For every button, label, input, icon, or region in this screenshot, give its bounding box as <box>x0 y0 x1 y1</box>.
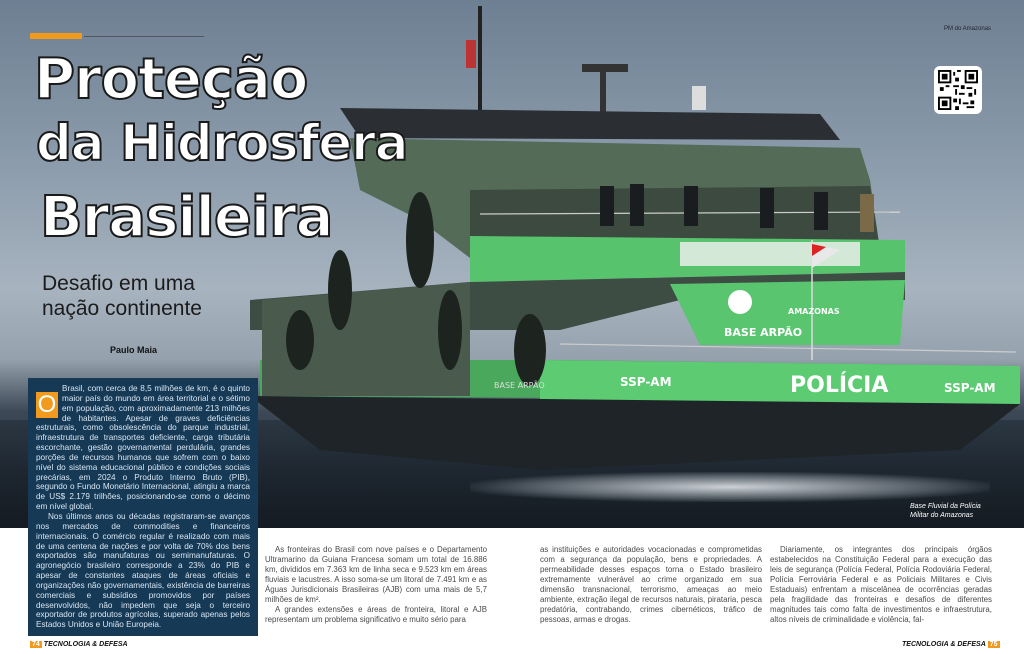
section-rule <box>84 36 204 37</box>
body-column-2 <box>540 545 762 625</box>
boat-label-amazonas: AMAZONAS <box>788 307 840 316</box>
boat-label-policia: POLÍCIA <box>790 373 889 398</box>
column-3-paragraph-1: Diariamente, os integrantes dos principais órgãos estabelecidos na Constituição Federal para a execução das leis de segurança (Polícia Federal, Polícia Rodoviária Federal, Polícia Ferroviária Federal e as Policiais Militares e Civis Estaduais) enfrentam a miscelânea de ocorrências geradas pela fragilidade das fronteiras e desafios de diferentes magnitudes tais como falta de investimentos e infraestrutura, altos níveis de criminalidade e violência, fal- <box>770 545 992 625</box>
intro-paragraph-1 <box>36 384 250 512</box>
headline-line-1: Proteção <box>34 47 308 112</box>
body-column-3 <box>770 545 992 625</box>
boat-label-ssp-left: SSP-AM <box>620 375 672 389</box>
page-number-right: 75 <box>989 641 998 648</box>
headline-line-2: da Hidrosfera <box>36 114 408 172</box>
subtitle <box>42 272 202 322</box>
intro-box <box>28 378 258 636</box>
magazine-name-left: TECNOLOGIA & DEFESA <box>43 641 128 648</box>
subtitle-line-1: Desafio em uma <box>42 272 195 295</box>
column-1-paragraph-1: As fronteiras do Brasil com nove países e o Departamento Ultramarino da Guiana Francesa somam um total de 16.886 km, divididos em 7.363 km de linha seca e 9.523 km em áreas fluviais e lacustres. A isso soma-se um litoral de 7.491 km e as Águas Jurisdicionais Brasileiras (AJB) com uma mais de 5,7 milhões de km². <box>265 545 487 605</box>
qr-code[interactable] <box>934 66 982 114</box>
column-2-paragraph-1: as instituições e autoridades vocacionadas e comprometidas com a segurança da população, bens e propriedades. A permeabilidade desses espaços torna o Estado brasileiro extremamente vulnerável ao crime organizado em sua dimensão transnacional, terrorismo, ameaças ao meio ambiente, extração ilegal de recursos naturais, pirataria, pesca predatória, contrabando, crimes cibernéticos, tráfico de pessoas, armas e drogas. <box>540 545 762 625</box>
boat-wake <box>470 472 990 502</box>
photo-credit: PM do Amazonas <box>944 26 992 32</box>
photo-caption: Base Fluvial da Polícia Militar do Amazonas <box>910 503 981 519</box>
subtitle-line-2: nação continente <box>42 296 202 320</box>
column-1-paragraph-2: A grandes extensões e áreas de fronteira, litoral e AJB representam um problema significativo e muito sério para <box>265 605 487 625</box>
page-number-left: 74 <box>32 641 40 648</box>
boat-label-ssp-right: SSP-AM <box>944 381 996 395</box>
intro-paragraph-2: Nos últimos anos ou décadas registraram-se avanços nos mercados de commodities e financeiros internacionais. O comércio regular é realizado com mais de uma centena de nações e por volta de 70% dos bens exportados são manufaturas ou semimanufaturas. O agronegócio brasileiro corresponde a 23% do PIB e apesar de constantes ataques de áreas oficiais e organizações não governamentais, existência de barreiras comerciais e subsídios promovidos por países desenvolvidos, não impedem que seja o terceiro exportador de produtos agrícolas, superado apenas pelos Estados Unidos e União Europeia. <box>36 511 250 630</box>
footer-right <box>902 641 1000 651</box>
boat-label-base-arpao-hull: BASE ARPÃO <box>494 381 545 390</box>
qr-code-icon <box>938 70 978 110</box>
author-byline: Paulo Maia <box>110 345 158 355</box>
boat-label-base-arpao: BASE ARPÃO <box>724 326 803 339</box>
headline-line-3: Brasileira <box>40 185 333 250</box>
section-tag <box>30 33 82 39</box>
footer-left <box>30 641 128 651</box>
magazine-name-right: TECNOLOGIA & DEFESA <box>902 641 986 648</box>
intro-paragraph-1-text: Brasil, com cerca de 8,5 milhões de km, é o quinto maior país do mundo em área territorial e o sétimo em população, com aproximadamente 213 milhões de habitantes. Apesar de graves deficiências estruturais, como obsolescência do parque industrial, infraestrutura de transportes deficiente, carga tributária escorchante, gestão governamental perdulária, grandes porções de recursos humanos que sofrem com o baixo nível do sistema educacional público e condições sociais precárias, em 2024 o Produto Interno Bruto (PIB), segundo o Fundo Monetário Internacional, atingiu a marca de US$ 2.179 trilhões, posicionando-se como o décimo em nível global. <box>36 384 250 512</box>
body-column-1 <box>265 545 487 625</box>
drop-cap: O <box>37 391 57 418</box>
